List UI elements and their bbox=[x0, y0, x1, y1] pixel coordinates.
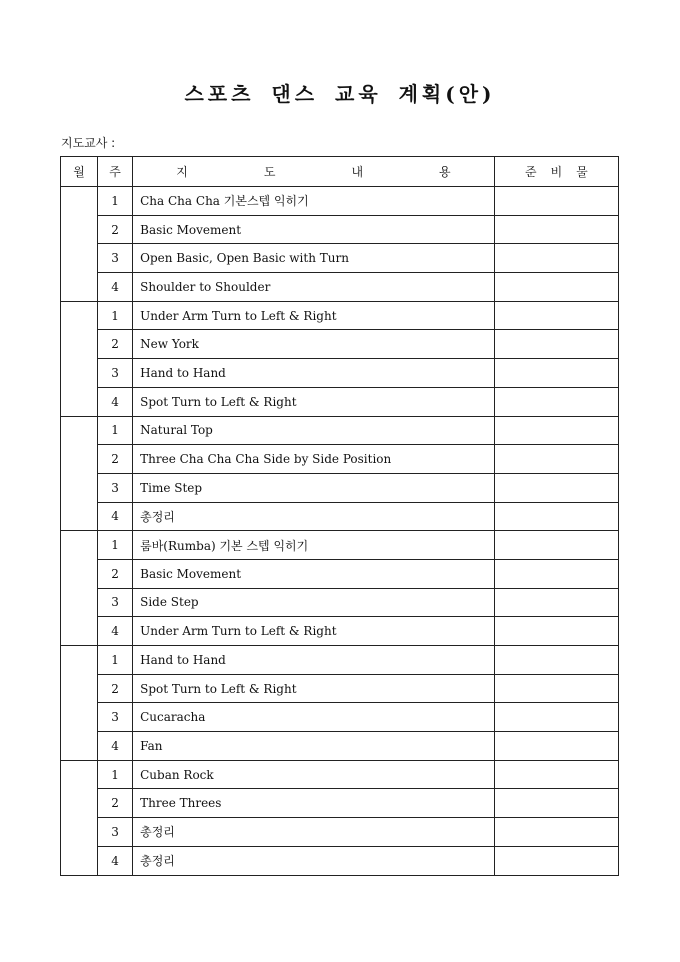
week-cell: 4 bbox=[98, 502, 133, 531]
table-row bbox=[61, 273, 619, 302]
week-cell: 3 bbox=[98, 818, 133, 847]
content-cell: Hand to Hand bbox=[133, 646, 495, 675]
table-row bbox=[61, 846, 619, 875]
header-content-char: 용 bbox=[439, 165, 451, 179]
week-cell: 4 bbox=[98, 846, 133, 875]
preparation-cell bbox=[494, 445, 618, 474]
content-cell: 룸바(Rumba) 기본 스텝 익히기 bbox=[133, 531, 495, 560]
week-cell: 2 bbox=[98, 445, 133, 474]
table-row bbox=[61, 559, 619, 588]
table-row bbox=[61, 760, 619, 789]
preparation-cell bbox=[494, 330, 618, 359]
table-row bbox=[61, 732, 619, 761]
header-content-char: 내 bbox=[351, 165, 364, 179]
preparation-cell bbox=[494, 760, 618, 789]
lesson-plan-table bbox=[60, 156, 619, 876]
preparation-cell bbox=[494, 359, 618, 388]
week-cell: 4 bbox=[98, 273, 133, 302]
week-cell: 4 bbox=[98, 732, 133, 761]
content-cell: Basic Movement bbox=[133, 559, 495, 588]
table-row bbox=[61, 445, 619, 474]
table-row bbox=[61, 531, 619, 560]
content-cell: Cuban Rock bbox=[133, 760, 495, 789]
table-row bbox=[61, 646, 619, 675]
preparation-cell bbox=[494, 273, 618, 302]
header-content-char: 도 bbox=[263, 165, 276, 179]
content-cell: Three Cha Cha Cha Side by Side Position bbox=[133, 445, 495, 474]
header-row bbox=[61, 157, 619, 187]
table-row bbox=[61, 674, 619, 703]
preparation-cell bbox=[494, 387, 618, 416]
preparation-cell bbox=[494, 789, 618, 818]
header-month: 월 bbox=[61, 157, 98, 187]
month-cell bbox=[61, 416, 98, 531]
week-cell: 2 bbox=[98, 789, 133, 818]
table-row bbox=[61, 359, 619, 388]
week-cell: 3 bbox=[98, 703, 133, 732]
content-cell: Spot Turn to Left & Right bbox=[133, 387, 495, 416]
week-cell: 1 bbox=[98, 187, 133, 216]
week-cell: 3 bbox=[98, 244, 133, 273]
preparation-cell bbox=[494, 588, 618, 617]
preparation-cell bbox=[494, 732, 618, 761]
preparation-cell bbox=[494, 416, 618, 445]
preparation-cell bbox=[494, 215, 618, 244]
header-prep-char: 비 bbox=[550, 165, 563, 179]
week-cell: 4 bbox=[98, 617, 133, 646]
week-cell: 1 bbox=[98, 531, 133, 560]
month-cell bbox=[61, 646, 98, 761]
preparation-cell bbox=[494, 674, 618, 703]
table-row bbox=[61, 789, 619, 818]
header-content bbox=[133, 157, 495, 187]
week-cell: 2 bbox=[98, 674, 133, 703]
table-body bbox=[61, 187, 619, 876]
content-cell: Hand to Hand bbox=[133, 359, 495, 388]
table-row bbox=[61, 502, 619, 531]
content-cell: Time Step bbox=[133, 473, 495, 502]
week-cell: 2 bbox=[98, 330, 133, 359]
header-preparation bbox=[494, 157, 618, 187]
table-row bbox=[61, 818, 619, 847]
content-cell: 총정리 bbox=[133, 502, 495, 531]
content-cell: Under Arm Turn to Left & Right bbox=[133, 617, 495, 646]
month-cell bbox=[61, 760, 98, 875]
week-cell: 3 bbox=[98, 473, 133, 502]
content-cell: Under Arm Turn to Left & Right bbox=[133, 301, 495, 330]
table-row bbox=[61, 473, 619, 502]
table-row bbox=[61, 244, 619, 273]
preparation-cell bbox=[494, 502, 618, 531]
content-cell: Side Step bbox=[133, 588, 495, 617]
preparation-cell bbox=[494, 531, 618, 560]
header-prep-char: 물 bbox=[576, 165, 588, 179]
header-prep-char: 준 bbox=[524, 165, 537, 179]
content-cell: Open Basic, Open Basic with Turn bbox=[133, 244, 495, 273]
week-cell: 3 bbox=[98, 359, 133, 388]
table-row bbox=[61, 588, 619, 617]
content-cell: Shoulder to Shoulder bbox=[133, 273, 495, 302]
week-cell: 3 bbox=[98, 588, 133, 617]
table-row bbox=[61, 215, 619, 244]
content-cell: Fan bbox=[133, 732, 495, 761]
preparation-cell bbox=[494, 703, 618, 732]
content-cell: Three Threes bbox=[133, 789, 495, 818]
table-row bbox=[61, 617, 619, 646]
page-title: 스포츠 댄스 교육 계획(안) bbox=[184, 82, 496, 106]
content-cell: Basic Movement bbox=[133, 215, 495, 244]
preparation-cell bbox=[494, 473, 618, 502]
instructor-label: 지도교사 : bbox=[61, 136, 116, 150]
week-cell: 4 bbox=[98, 387, 133, 416]
content-cell: 총정리 bbox=[133, 846, 495, 875]
week-cell: 1 bbox=[98, 760, 133, 789]
preparation-cell bbox=[494, 244, 618, 273]
table-row bbox=[61, 387, 619, 416]
month-cell bbox=[61, 531, 98, 646]
table-row bbox=[61, 703, 619, 732]
preparation-cell bbox=[494, 559, 618, 588]
table-row bbox=[61, 301, 619, 330]
preparation-cell bbox=[494, 646, 618, 675]
table-row bbox=[61, 416, 619, 445]
week-cell: 2 bbox=[98, 559, 133, 588]
content-cell: New York bbox=[133, 330, 495, 359]
content-cell: Cha Cha Cha 기본스텝 익히기 bbox=[133, 187, 495, 216]
content-cell: Cucaracha bbox=[133, 703, 495, 732]
month-cell bbox=[61, 301, 98, 416]
week-cell: 2 bbox=[98, 215, 133, 244]
header-week: 주 bbox=[98, 157, 133, 187]
preparation-cell bbox=[494, 187, 618, 216]
content-cell: Spot Turn to Left & Right bbox=[133, 674, 495, 703]
week-cell: 1 bbox=[98, 301, 133, 330]
content-cell: 총정리 bbox=[133, 818, 495, 847]
preparation-cell bbox=[494, 818, 618, 847]
week-cell: 1 bbox=[98, 646, 133, 675]
preparation-cell bbox=[494, 846, 618, 875]
header-content-char: 지 bbox=[176, 165, 188, 179]
table-row bbox=[61, 330, 619, 359]
month-cell bbox=[61, 187, 98, 302]
content-cell: Natural Top bbox=[133, 416, 495, 445]
preparation-cell bbox=[494, 617, 618, 646]
week-cell: 1 bbox=[98, 416, 133, 445]
preparation-cell bbox=[494, 301, 618, 330]
table-row bbox=[61, 187, 619, 216]
